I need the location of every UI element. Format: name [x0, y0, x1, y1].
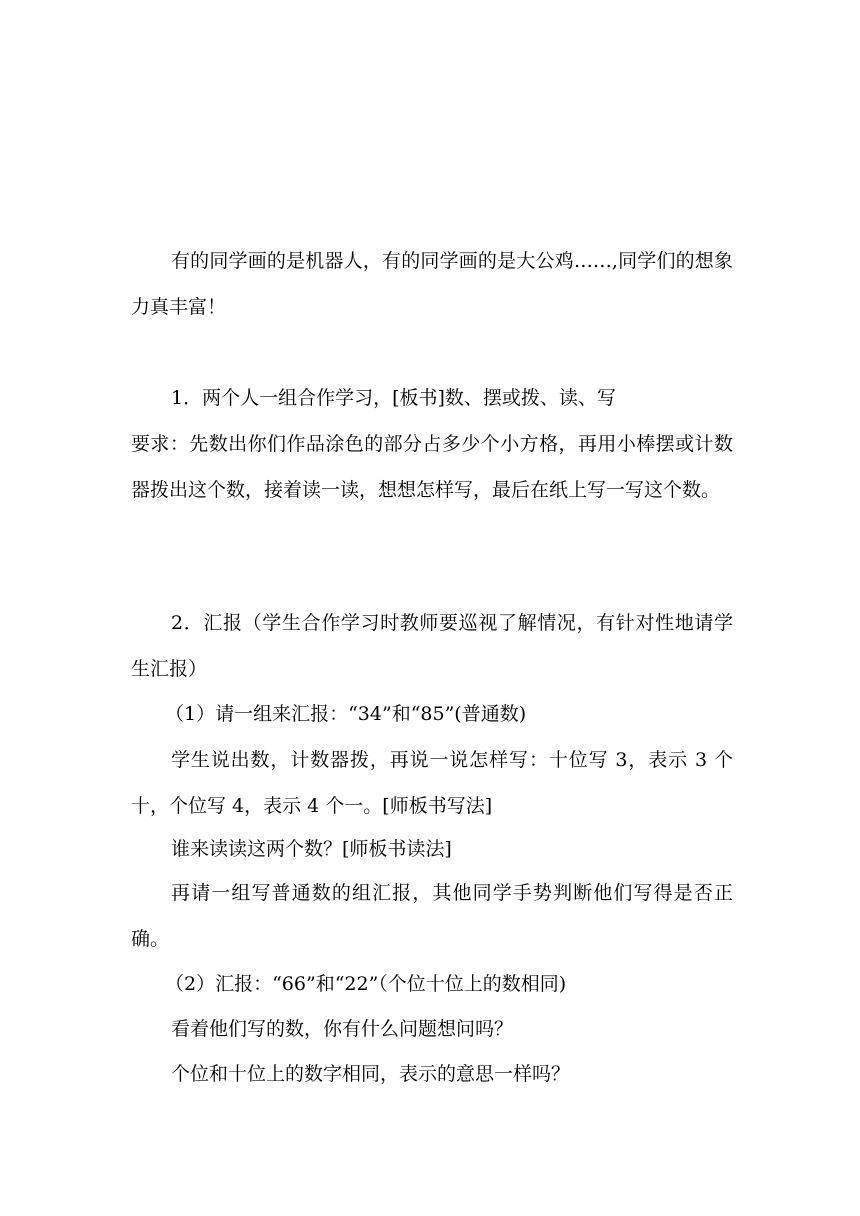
paragraph-student-explain: 学生说出数，计数器拨，再说一说怎样写：十位写 3，表示 3 个十，个位写 4，表示 4 个一。[师板书写法]	[131, 749, 733, 817]
paragraph-step-2: 2．汇报（学生合作学习时教师要巡视了解情况，有针对性地请学生汇报）	[131, 612, 733, 680]
paragraph-question-2: 个位和十位上的数字相同，表示的意思一样吗？	[171, 1063, 571, 1085]
paragraph-question-1: 看着他们写的数，你有什么问题想问吗？	[171, 1018, 514, 1040]
paragraph-intro: 有的同学画的是机器人，有的同学画的是大公鸡……,同学们的想象力真丰富！	[131, 250, 733, 318]
paragraph-requirement: 要求：先数出你们作品涂色的部分占多少个小方格，再用小棒摆或计数器拨出这个数，接着读一读，想想怎样写，最后在纸上写一写这个数。	[131, 433, 733, 501]
paragraph-step-1: 1．两个人一组合作学习，[板书]数、摆或拨、读、写	[171, 387, 616, 409]
paragraph-report-1: （1）请一组来汇报：“34”和“85”(普通数)	[165, 703, 527, 725]
paragraph-another-group: 再请一组写普通数的组汇报，其他同学手势判断他们写得是否正确。	[131, 882, 733, 950]
paragraph-report-2: （2）汇报：“66”和“22”（个位十位上的数相同)	[165, 973, 567, 995]
paragraph-read-numbers: 谁来读读这两个数？[师板书读法]	[171, 838, 452, 860]
